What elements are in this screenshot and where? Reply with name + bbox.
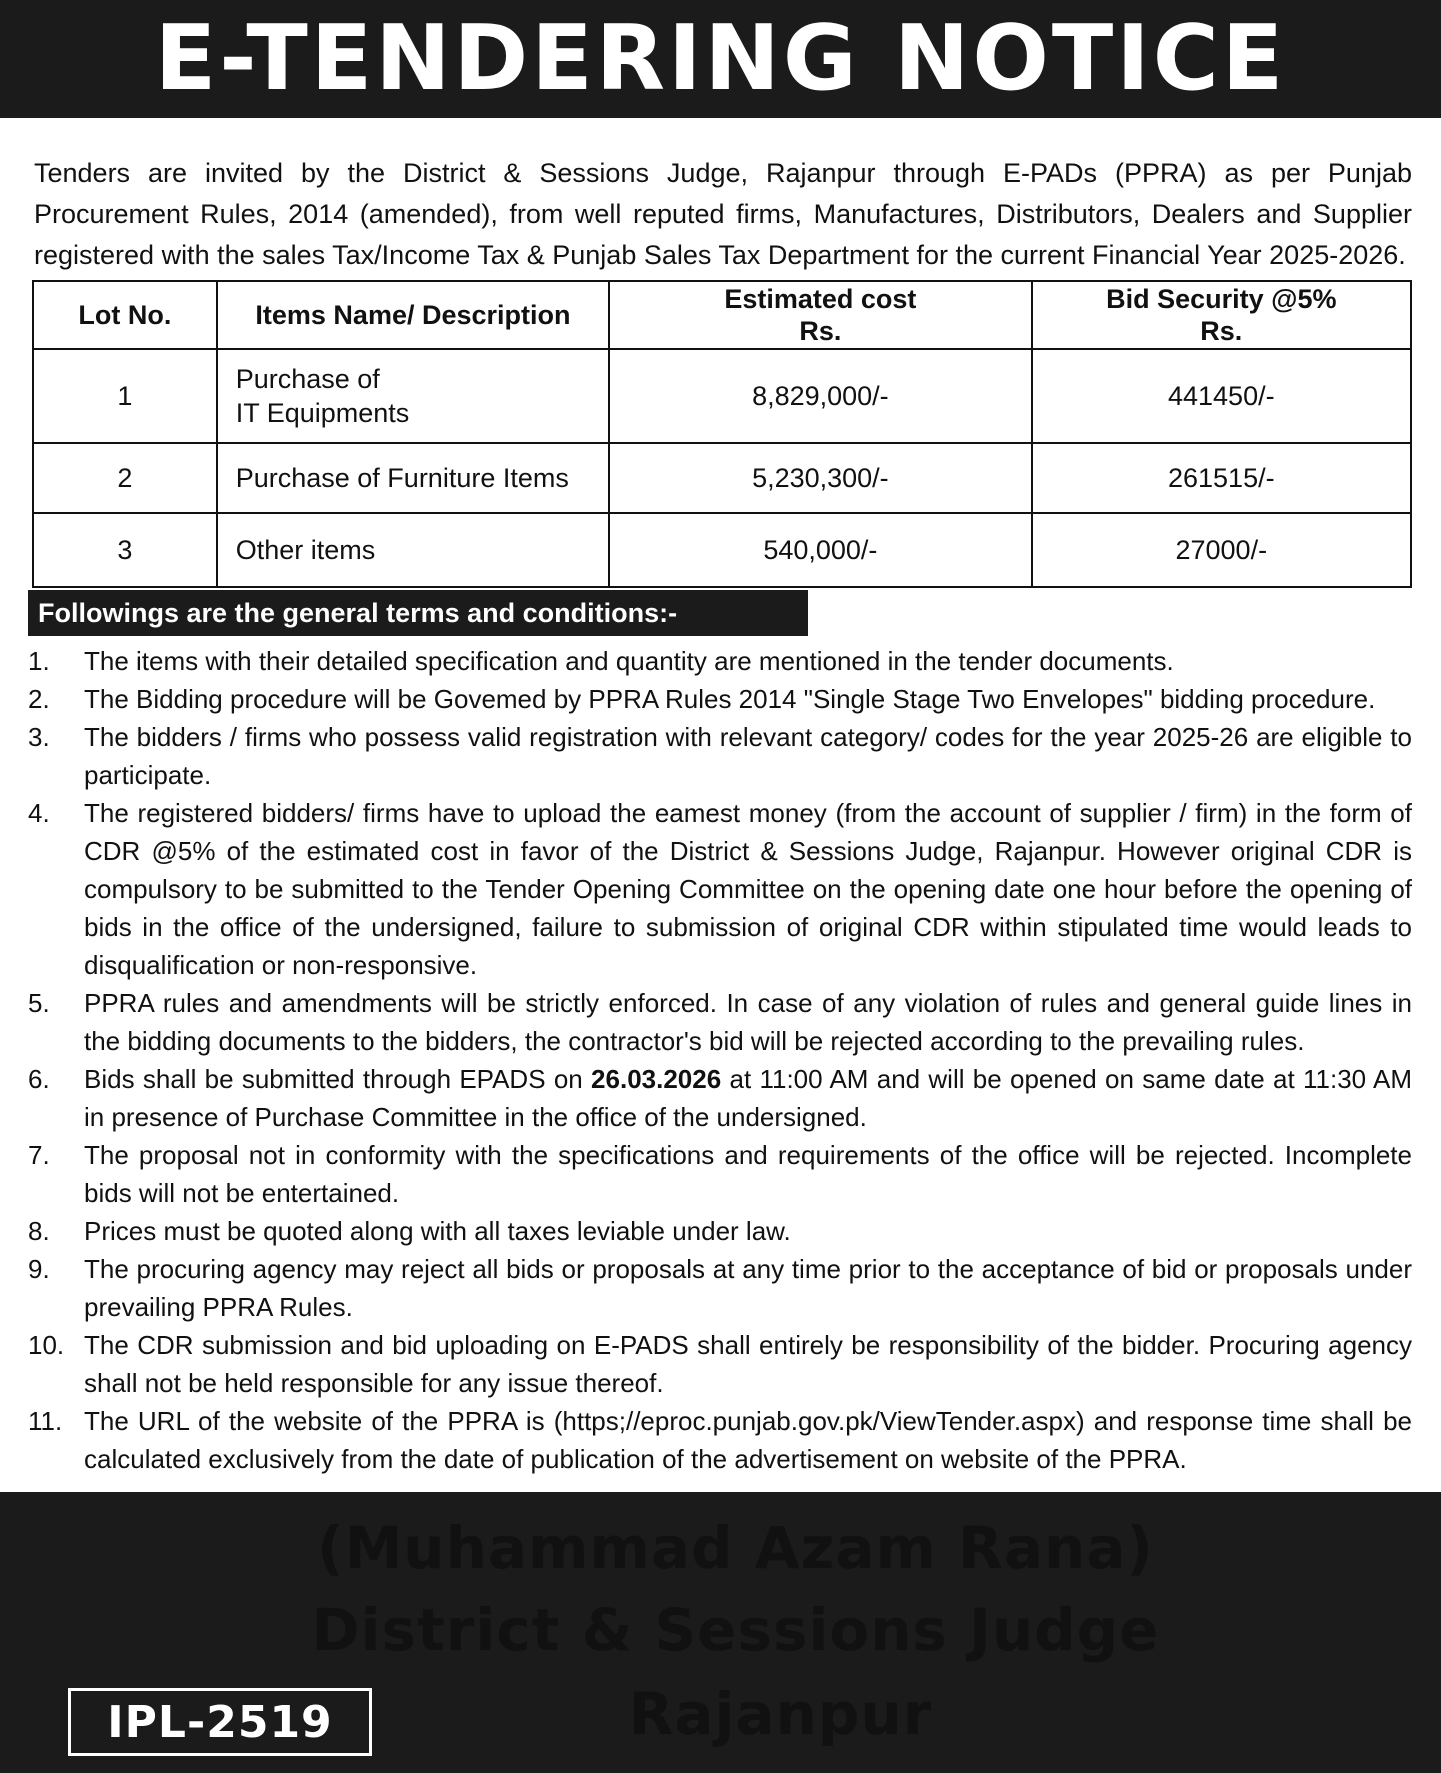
- signatory-title: District & Sessions Judge: [311, 1596, 1160, 1664]
- list-item: [28, 718, 1412, 794]
- list-item: [28, 1250, 1412, 1326]
- term-number: 7.: [28, 1140, 50, 1170]
- term-text: PPRA rules and amendments will be strictly enforced. In case of any violation of rules and general guide lines in the bidding documents to the bidders, the contractor's bid will be rejected according to the prevailing rules.: [84, 988, 1412, 1056]
- list-item: [28, 680, 1412, 718]
- estimated-cost: 8,829,000/-: [609, 349, 1031, 443]
- estimated-cost: 5,230,300/-: [609, 443, 1031, 513]
- term-text-part: at 11:00 AM and will be opened on same date at 11:30 AM in presence of Purchase Committee in the office of the undersigned.: [84, 1064, 1412, 1132]
- lot-number: 1: [33, 349, 217, 443]
- list-item: [28, 1326, 1412, 1402]
- header-item-description: Items Name/ Description: [217, 281, 609, 349]
- list-item: [28, 1136, 1412, 1212]
- header-lot-no: Lot No.: [33, 281, 217, 349]
- term-number: 5.: [28, 988, 50, 1018]
- term-text: [84, 1060, 1412, 1136]
- term-text: The CDR submission and bid uploading on E-PADS shall entirely be responsibility of the bidder. Procuring agency shall not be held responsible for any issue thereof.: [84, 1330, 1412, 1398]
- term-text-part: Bids shall be submitted through EPADS on: [84, 1064, 592, 1094]
- list-item: [28, 642, 1412, 680]
- item-description: Purchase of IT Equipments: [217, 349, 609, 443]
- term-text: The bidders / firms who possess valid registration with relevant category/ codes for the year 2025-26 are eligible to participate.: [84, 722, 1412, 790]
- item-description: Purchase of Furniture Items: [217, 443, 609, 513]
- list-item: [28, 794, 1412, 984]
- table-header-row: [33, 281, 1411, 349]
- term-number: 8.: [28, 1216, 50, 1246]
- signatory-place: Rajanpur: [628, 1680, 933, 1748]
- lot-number: 3: [33, 513, 217, 587]
- term-text: The Bidding procedure will be Govemed by PPRA Rules 2014 "Single Stage Two Envelopes" bidding procedure.: [84, 684, 1376, 714]
- term-text: The procuring agency may reject all bids or proposals at any time prior to the acceptance of bid or proposals under prevailing PPRA Rules.: [84, 1254, 1412, 1322]
- term-number: 2.: [28, 684, 50, 714]
- terms-heading: Followings are the general terms and conditions:-: [28, 590, 808, 636]
- term-number: 10.: [28, 1330, 65, 1360]
- list-item: [28, 1060, 1412, 1136]
- estimated-cost: 540,000/-: [609, 513, 1031, 587]
- reference-code: IPL-2519: [68, 1688, 372, 1756]
- intro-paragraph: Tenders are invited by the District & Sessions Judge, Rajanpur through E-PADs (PPRA) as per Punjab Procurement Rules, 2014 (amended), from well reputed firms, Manufactures, Distributors, Dealers and Supplier registered with the sales Tax/Income Tax & Punjab Sales Tax Department for the current Financial Year 2025-2026.: [34, 158, 1412, 270]
- lot-number: 2: [33, 443, 217, 513]
- header-bid-security: Bid Security @5% Rs.: [1032, 281, 1411, 349]
- bid-security: 27000/-: [1032, 513, 1411, 587]
- list-item: [28, 1402, 1412, 1478]
- page-title: E-TENDERING NOTICE: [154, 6, 1287, 111]
- signatory-name: (Muhammad Azam Rana): [317, 1514, 1154, 1582]
- list-item: [28, 984, 1412, 1060]
- term-number: 9.: [28, 1254, 50, 1284]
- lots-table: [32, 280, 1412, 588]
- bid-security: 441450/-: [1032, 349, 1411, 443]
- term-text: The proposal not in conformity with the specifications and requirements of the office will be rejected. Incomplete bids will not be entertained.: [84, 1140, 1412, 1208]
- term-text: The URL of the website of the PPRA is (https;//eproc.punjab.gov.pk/ViewTender.aspx) and response time shall be calculated exclusively from the date of publication of the advertisement on website of the PPRA.: [84, 1406, 1412, 1474]
- term-number: 4.: [28, 798, 50, 828]
- table-row: [33, 443, 1411, 513]
- term-number: 6.: [28, 1064, 50, 1094]
- term-text: Prices must be quoted along with all taxes leviable under law.: [84, 1216, 791, 1246]
- submission-date: 26.03.2026: [591, 1064, 722, 1094]
- terms-list: [28, 642, 1412, 1478]
- term-number: 1.: [28, 646, 50, 676]
- term-text: The items with their detailed specification and quantity are mentioned in the tender documents.: [84, 646, 1174, 676]
- bid-security: 261515/-: [1032, 443, 1411, 513]
- header-estimated-cost: Estimated cost Rs.: [609, 281, 1031, 349]
- header-band: [0, 0, 1441, 118]
- item-description: Other items: [217, 513, 609, 587]
- term-text: The registered bidders/ firms have to upload the eamest money (from the account of supplier / firm) in the form of CDR @5% of the estimated cost in favor of the District & Sessions Judge, Rajanpur. However original CDR is compulsory to be submitted to the Tender Opening Committee on the opening date one hour before the opening of bids in the office of the undersigned, failure to submission of original CDR within stipulated time would leads to disqualification or non-responsive.: [84, 798, 1412, 980]
- term-number: 11.: [28, 1406, 63, 1436]
- term-number: 3.: [28, 722, 50, 752]
- table-row: [33, 349, 1411, 443]
- table-row: [33, 513, 1411, 587]
- list-item: [28, 1212, 1412, 1250]
